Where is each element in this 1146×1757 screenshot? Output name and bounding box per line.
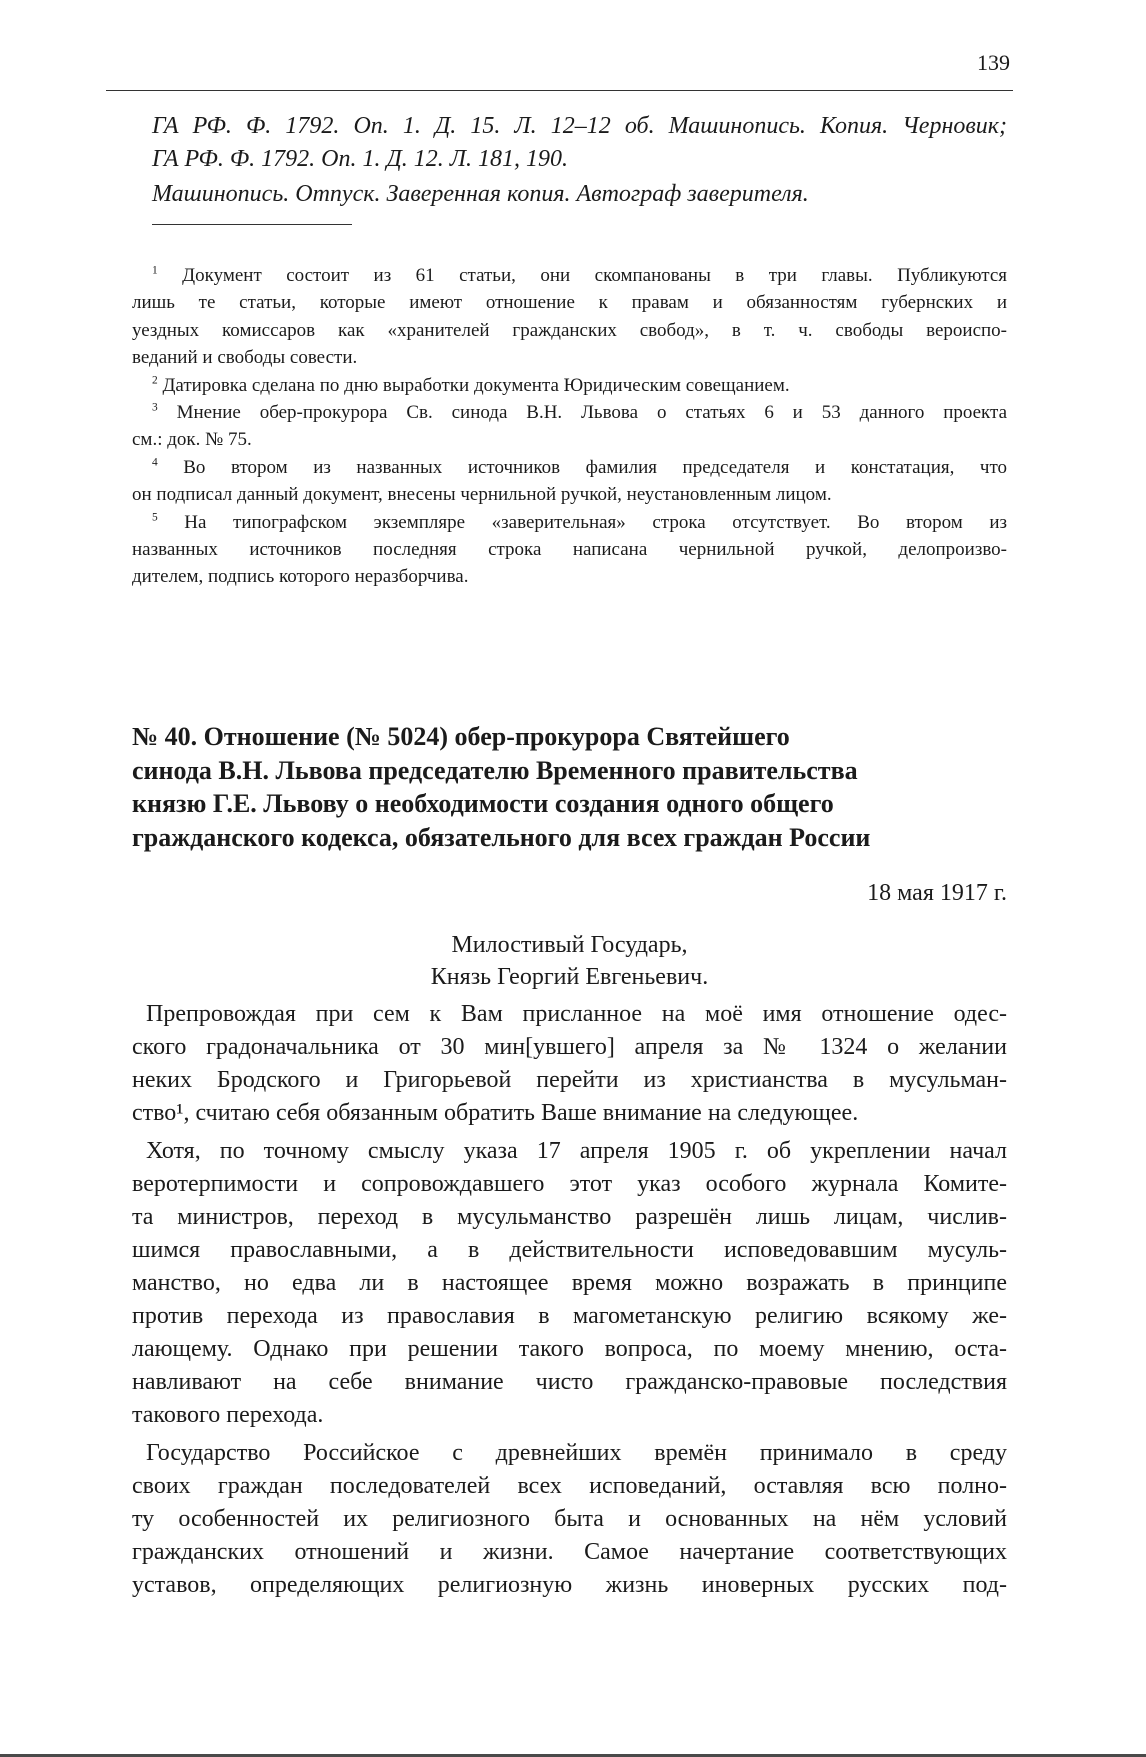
footnote-line (132, 262, 1007, 289)
salutation (132, 929, 1007, 993)
footnote-mark: 5 (152, 511, 158, 524)
footnote-text: Во втором из названных источников фамилия председателя и констатация, что (183, 456, 1007, 478)
footnote (132, 399, 1007, 454)
salutation-line: Милостивый Государь, (451, 932, 688, 958)
archive-ref-line: Машинопись. Отпуск. Заверенная копия. Автограф заверителя. (152, 181, 809, 207)
footnote-text: дителем, подпись которого неразборчива. (132, 566, 469, 588)
footnotes (132, 262, 1007, 591)
footnote-mark: 3 (152, 401, 158, 414)
paragraph (132, 998, 1007, 1130)
paragraph-line: неких Бродского и Григорьевой перейти из христианства в мусульман- (132, 1067, 1007, 1093)
paragraph-line: ского градоначальника от 30 мин[увшего] апреля за № 1324 о желании (132, 1034, 1007, 1060)
footnote-text: лишь те статьи, которые имеют отношение к правам и обязанностям губернских и (132, 292, 1007, 314)
paragraph-line: лающему. Однако при решении такого вопроса, по моему мнению, оста- (132, 1336, 1007, 1362)
paragraph-line: манство, но едва ли в настоящее время можно возражать в принципе (132, 1270, 1007, 1296)
heading-line: № 40. Отношение (№ 5024) обер-прокурора Святейшего (132, 722, 790, 751)
footnote-text: Датировка сделана по дню выработки документа Юридическим совещанием. (162, 374, 790, 396)
footnote-text: Мнение обер-прокурора Св. синода В.Н. Львова о статьях 6 и 53 данного проекта (176, 402, 1008, 424)
footnote-mark: 1 (152, 264, 158, 277)
footnote-line (132, 536, 1007, 563)
paragraph-line: Хотя, по точному смыслу указа 17 апреля 1905 г. об укреплении начал (146, 1138, 1007, 1164)
footnote-text: см.: док. № 75. (132, 429, 252, 451)
footnote-line (132, 426, 1007, 453)
footnote-line (132, 563, 1007, 590)
footnote-line (132, 372, 1007, 399)
paragraph-line: ство¹, считаю себя обязанным обратить Ваше внимание на следующее. (132, 1100, 859, 1126)
footnote (132, 454, 1007, 509)
paragraph (132, 1135, 1007, 1432)
footnote-line (132, 399, 1007, 426)
footnote (132, 262, 1007, 372)
footnote-rule (152, 224, 352, 225)
footnote-text: названных источников последняя строка написана чернильной ручкой, делопроизво- (132, 539, 1007, 561)
archive-ref-line: ГА РФ. Ф. 1792. Оп. 1. Д. 15. Л. 12–12 об. Машинопись. Копия. Черновик; (152, 113, 1007, 139)
paragraph-line: Препровождая при сем к Вам присланное на моё имя отношение одес- (146, 1001, 1007, 1027)
archive-references (152, 110, 1007, 211)
paragraph-line: своих граждан последователей всех исповеданий, оставляя всю полно- (132, 1473, 1007, 1499)
paragraph-line: такового перехода. (132, 1402, 324, 1428)
paragraph-line: гражданских отношений и жизни. Самое начертание соответствующих (132, 1539, 1007, 1565)
heading-line: гражданского кодекса, обязательного для всех граждан России (132, 822, 871, 852)
header-rule (106, 90, 1013, 91)
archive-ref-line: ГА РФ. Ф. 1792. Оп. 1. Д. 12. Л. 181, 190. (152, 146, 568, 172)
footnote-line (132, 289, 1007, 316)
footnote-text: На типографском экземпляре «заверительная» строка отсутствует. Во втором из (184, 511, 1007, 533)
paragraph-line: ту особенностей их религиозного быта и основанных на нём условий (132, 1506, 1007, 1532)
salutation-line: Князь Георгий Евгеньевич. (430, 964, 709, 990)
paragraph-line: та министров, переход в мусульманство разрешён лишь лицам, числив- (132, 1204, 1007, 1230)
footnote-line (132, 317, 1007, 344)
document-date: 18 мая 1917 г. (867, 880, 1007, 906)
document-body (132, 998, 1007, 1607)
page-number: 139 (977, 50, 1010, 75)
footnote-text: Документ состоит из 61 статьи, они скомпанованы в три главы. Публикуются (182, 265, 1007, 286)
paragraph-line: Государство Российское с древнейших времён принимало в среду (146, 1440, 1007, 1466)
footnote-text: уездных комиссаров как «хранителей гражданских свобод», в т. ч. свободы вероиспо- (132, 319, 1007, 341)
footnote-line (132, 481, 1007, 508)
paragraph-line: против перехода из православия в магометанскую религию всякому же- (132, 1303, 1007, 1329)
paragraph (132, 1437, 1007, 1602)
footnote-text: веданий и свободы совести. (132, 347, 358, 369)
heading-line: князю Г.Е. Львову о необходимости создания одного общего (132, 789, 834, 819)
paragraph-line: шимся православными, а в действительности исповедовавшим мусуль- (132, 1237, 1007, 1263)
footnote-line (132, 344, 1007, 371)
footnote (132, 372, 1007, 399)
document-heading (132, 720, 1012, 854)
heading-line: синода В.Н. Львова председателю Временного правительства (132, 755, 858, 785)
footnote-mark: 4 (152, 456, 158, 469)
paragraph-line: навливают на себе внимание чисто гражданско-правовые последствия (132, 1369, 1007, 1395)
footnote-text: он подписал данный документ, внесены чернильной ручкой, неустановленным лицом. (132, 484, 832, 506)
footnote-mark: 2 (152, 374, 158, 387)
paragraph-line: веротерпимости и сопровождавшего этот указ особого журнала Комите- (132, 1171, 1007, 1197)
footnote-line (132, 454, 1007, 481)
footnote-line (132, 509, 1007, 536)
footnote (132, 509, 1007, 591)
paragraph-line: уставов, определяющих религиозную жизнь иноверных русских под- (132, 1572, 1007, 1598)
